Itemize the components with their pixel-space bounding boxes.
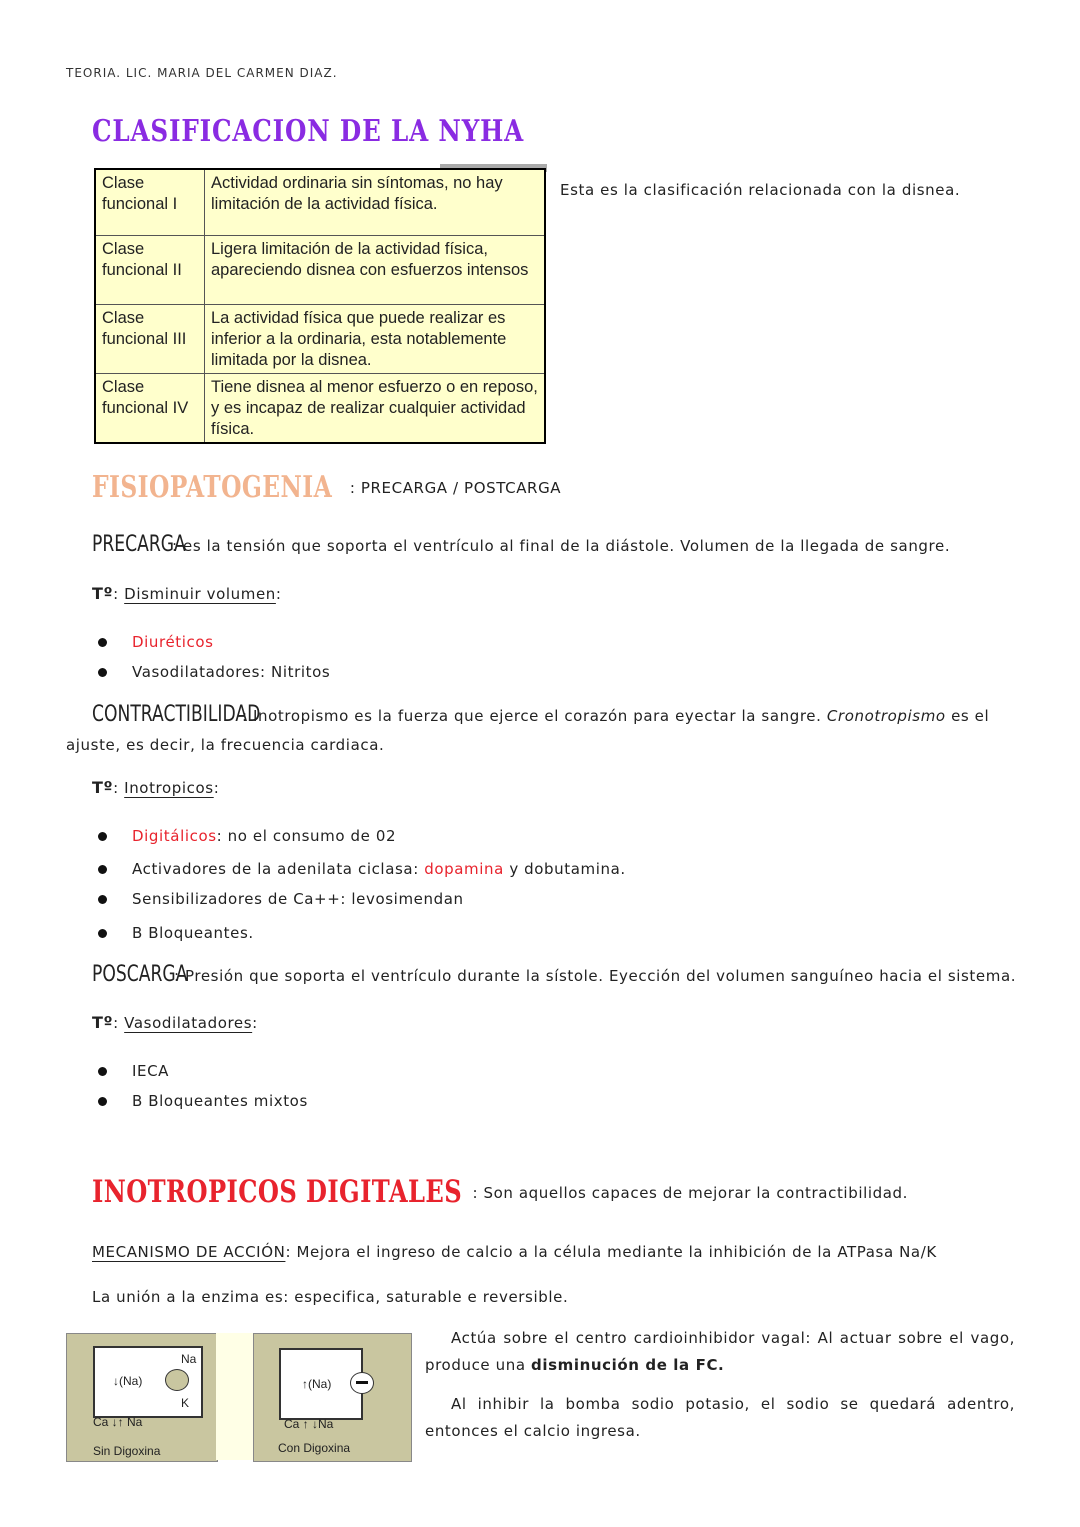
contract-text3: ajuste, es decir, la frecuencia cardiaca. bbox=[66, 736, 385, 754]
para1-bold: disminución de la FC. bbox=[531, 1356, 725, 1374]
table-cell-clase: Clase funcional III bbox=[95, 304, 205, 373]
list-item: Vasodilatadores: Nitritos bbox=[96, 657, 330, 687]
tx3-list bbox=[96, 1056, 308, 1116]
fisio-heading bbox=[92, 470, 611, 505]
table-row bbox=[95, 304, 545, 373]
tx3-line: Tº: Vasodilatadores: bbox=[92, 1013, 258, 1032]
table-cell-clase: Clase funcional II bbox=[95, 235, 205, 304]
tx1-line: Tº: Disminuir volumen: bbox=[92, 584, 282, 603]
nyha-title: CLASIFICACION DE LA NYHA bbox=[92, 114, 525, 149]
drug-text: : no el consumo de 02 bbox=[216, 827, 397, 845]
diagram-sin-digoxina bbox=[66, 1333, 218, 1462]
tx3-label: Tº bbox=[92, 1013, 114, 1032]
nyha-table bbox=[94, 168, 546, 444]
contract-text2: es el bbox=[951, 707, 990, 725]
inside-label: ↑(Na) bbox=[302, 1377, 332, 1391]
blocked-pump-icon bbox=[350, 1372, 374, 1394]
table-cell-desc: La actividad física que puede realizar es inferior a la ordinaria, esta notablemente limitada por la disnea. bbox=[205, 304, 546, 373]
fisio-subtitle: : PRECARGA / POSTCARGA bbox=[349, 479, 562, 497]
table-row bbox=[95, 235, 545, 304]
list-item: IECA bbox=[96, 1056, 308, 1086]
list-item: B Bloqueantes mixtos bbox=[96, 1086, 308, 1116]
inotropicos-heading bbox=[92, 1174, 1002, 1210]
drug-text: y dobutamina. bbox=[509, 860, 626, 878]
na-label: Na bbox=[181, 1352, 197, 1366]
mecanismo-line bbox=[92, 1243, 937, 1261]
contract-text: : Inotropismo es la fuerza que ejerce el corazón para eyectar la sangre. bbox=[242, 707, 822, 725]
diagram-caption: Con Digoxina bbox=[278, 1441, 351, 1455]
tx2-list bbox=[96, 821, 626, 948]
para1-text: Actúa sobre el centro cardioinhibidor vagal: Al actuar sobre el vago, produce una bbox=[425, 1329, 1015, 1374]
tx2-line: Tº: Inotropicos: bbox=[92, 778, 220, 797]
list-item bbox=[96, 821, 626, 854]
table-row bbox=[95, 169, 545, 235]
precarga-label: PRECARGA bbox=[92, 532, 186, 557]
table-cell-clase: Clase funcional IV bbox=[95, 373, 205, 443]
drug-red: Digitálicos bbox=[132, 827, 217, 845]
table-cell-desc: Tiene disnea al menor esfuerzo o en reposo, y es incapaz de realizar cualquier actividad física. bbox=[205, 373, 546, 443]
list-item: Sensibilizadores de Ca++: levosimendan bbox=[96, 884, 626, 918]
diagram-con-digoxina bbox=[253, 1333, 412, 1462]
table-cell-clase: Clase funcional I bbox=[95, 169, 205, 235]
ca-label: Ca ↓↑ Na bbox=[93, 1415, 143, 1429]
union-text: La unión a la enzima es: especifica, saturable e reversible. bbox=[92, 1288, 569, 1306]
table-cell-desc: Ligera limitación de la actividad física, apareciendo disnea con esfuerzos intensos bbox=[205, 235, 546, 304]
k-label: K bbox=[181, 1396, 190, 1410]
tx1-label: Tº bbox=[92, 584, 114, 603]
inside-na: (Na) bbox=[119, 1374, 143, 1388]
table-row bbox=[95, 373, 545, 443]
contract-label: CONTRACTIBILIDAD bbox=[92, 702, 261, 727]
contract-ital: Cronotropismo bbox=[826, 707, 946, 725]
poscarga-text: : Presión que soporta el ventrículo durante la sístole. Eyección del volumen sanguíneo hacia el sistema. bbox=[174, 967, 1017, 985]
ca-text: Ca bbox=[284, 1417, 300, 1431]
paragraph-bomba: Al inhibir la bomba sodio potasio, el sodio se quedará adentro, entonces el calcio ingresa. bbox=[425, 1395, 1015, 1440]
pump-icon bbox=[165, 1369, 189, 1391]
minus-icon bbox=[356, 1381, 368, 1384]
drug-red: dopamina bbox=[424, 860, 504, 878]
ca-text: Ca bbox=[93, 1415, 109, 1429]
fisio-title: FISIOPATOGENIA bbox=[92, 470, 333, 505]
precarga-text: : es la tensión que soporta el ventrículo al final de la diástole. Volumen de la llegada de sangre. bbox=[172, 537, 951, 555]
list-item: B Bloqueantes. bbox=[96, 918, 626, 948]
tx2-text: Inotropicos bbox=[124, 779, 214, 797]
list-item: Diuréticos bbox=[96, 627, 330, 657]
inside-na: (Na) bbox=[308, 1377, 332, 1391]
drug-text: Activadores de la adenilata ciclasa: bbox=[132, 860, 419, 878]
tx1-list bbox=[96, 627, 330, 687]
mecanismo-label: MECANISMO DE ACCIÓN bbox=[92, 1243, 286, 1261]
mecanismo-text: : Mejora el ingreso de calcio a la célula mediante la inhibición de la ATPasa Na/K bbox=[285, 1243, 937, 1261]
inside-label: ↓(Na) bbox=[113, 1374, 143, 1388]
nyha-note: Esta es la clasificación relacionada con la disnea. bbox=[560, 181, 961, 199]
inotropicos-title-text: : Son aquellos capaces de mejorar la contractibilidad. bbox=[472, 1184, 909, 1202]
diagram-divider bbox=[216, 1333, 253, 1460]
tx1-sep: : bbox=[113, 585, 119, 603]
tx1-text: Disminuir volumen bbox=[124, 585, 276, 603]
tx3-text: Vasodilatadores bbox=[124, 1014, 253, 1032]
contract-line bbox=[92, 702, 989, 727]
na-text: Na bbox=[127, 1415, 143, 1429]
list-item bbox=[96, 854, 626, 884]
page-header: TEORIA. LIC. MARIA DEL CARMEN DIAZ. bbox=[66, 66, 338, 80]
poscarga-label: POSCARGA bbox=[92, 962, 188, 987]
ca-label: Ca ↑ ↓Na bbox=[284, 1417, 334, 1431]
precarga-line bbox=[92, 532, 950, 557]
poscarga-line bbox=[92, 962, 1016, 987]
table-cell-desc: Actividad ordinaria sin síntomas, no hay limitación de la actividad física. bbox=[205, 169, 546, 235]
inotropicos-title: INOTROPICOS DIGITALES bbox=[92, 1174, 463, 1210]
diagram-caption: Sin Digoxina bbox=[93, 1444, 161, 1458]
na-text: Na bbox=[318, 1417, 334, 1431]
tx2-label: Tº bbox=[92, 778, 114, 797]
paragraph-vagal bbox=[425, 1325, 1015, 1379]
